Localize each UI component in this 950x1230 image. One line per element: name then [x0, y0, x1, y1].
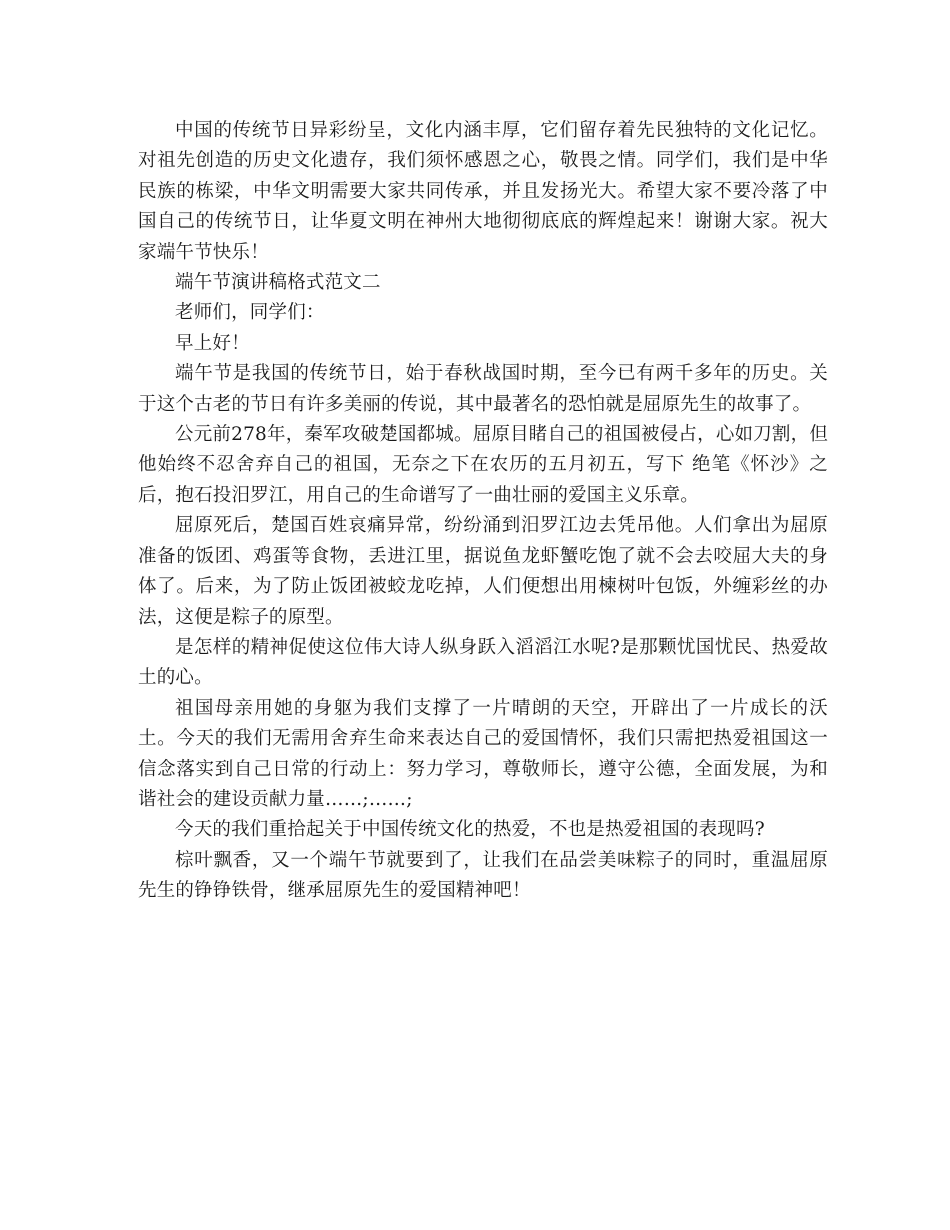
paragraph-motherland: 祖国母亲用她的身躯为我们支撑了一片晴朗的天空，开辟出了一片成长的沃土。今天的我们无需用舍弃生命来表达自己的爱国情怀，我们只需把热爱祖国这一信念落实到自己日常的行动上：努力学习，尊敬师长，遵守公德，全面发展，为和谐社会的建设贡献力量……;……; — [138, 697, 828, 810]
paragraph-closing-remarks: 中国的传统节日异彩纷呈，文化内涵丰厚，它们留存着先民独特的文化记忆。对祖先创造的历史文化遗存，我们须怀感恩之心，敬畏之情。同学们，我们是中华民族的栋梁，中华文明需要大家共同传承，并且发扬光大。希望大家不要冷落了中国自己的传统节日，让华夏文明在神州大地彻彻底底的辉煌起来！谢谢大家。祝大家端午节快乐！ — [138, 120, 828, 263]
paragraph-festival-intro: 端午节是我国的传统节日，始于春秋战国时期，至今已有两千多年的历史。关于这个古老的节日有许多美丽的传说，其中最著名的恐怕就是屈原先生的故事了。 — [138, 363, 828, 415]
salutation: 老师们，同学们： — [175, 302, 325, 324]
paragraph-conclusion: 棕叶飘香，又一个端午节就要到了，让我们在品尝美味粽子的同时，重温屈原先生的铮铮铁骨，继承屈原先生的爱国精神吧！ — [138, 849, 828, 902]
paragraph-tradition-love: 今天的我们重拾起关于中国传统文化的热爱，不也是热爱祖国的表现吗? — [175, 819, 765, 841]
paragraph-zongzi-origin: 屈原死后，楚国百姓哀痛异常，纷纷涌到汨罗江边去凭吊他。人们拿出为屈原准备的饭团、鸡蛋等食物，丢进江里，据说鱼龙虾蟹吃饱了就不会去咬屈大夫的身体了。后来，为了防止饭团被蛟龙吃掉，人们便想出用楝树叶包饭，外缠彩丝的办法，这便是粽子的原型。 — [138, 515, 828, 628]
paragraph-qu-yuan-story: 公元前278年，秦军攻破楚国都城。屈原目睹自己的祖国被侵占，心如刀割，但他始终不忍舍弃自己的祖国，无奈之下在农历的五月初五，写下 绝笔《怀沙》之后，抱石投汨罗江，用自己的生命谱写了一曲壮丽的爱国主义乐章。 — [138, 424, 829, 506]
greeting: 早上好！ — [175, 332, 250, 354]
paragraph-patriotic-spirit: 是怎样的精神促使这位伟大诗人纵身跃入滔滔江水呢?是那颗忧国忧民、热爱故土的心。 — [138, 636, 828, 689]
section-title: 端午节演讲稿格式范文二 — [175, 272, 381, 294]
document-body — [138, 116, 828, 907]
